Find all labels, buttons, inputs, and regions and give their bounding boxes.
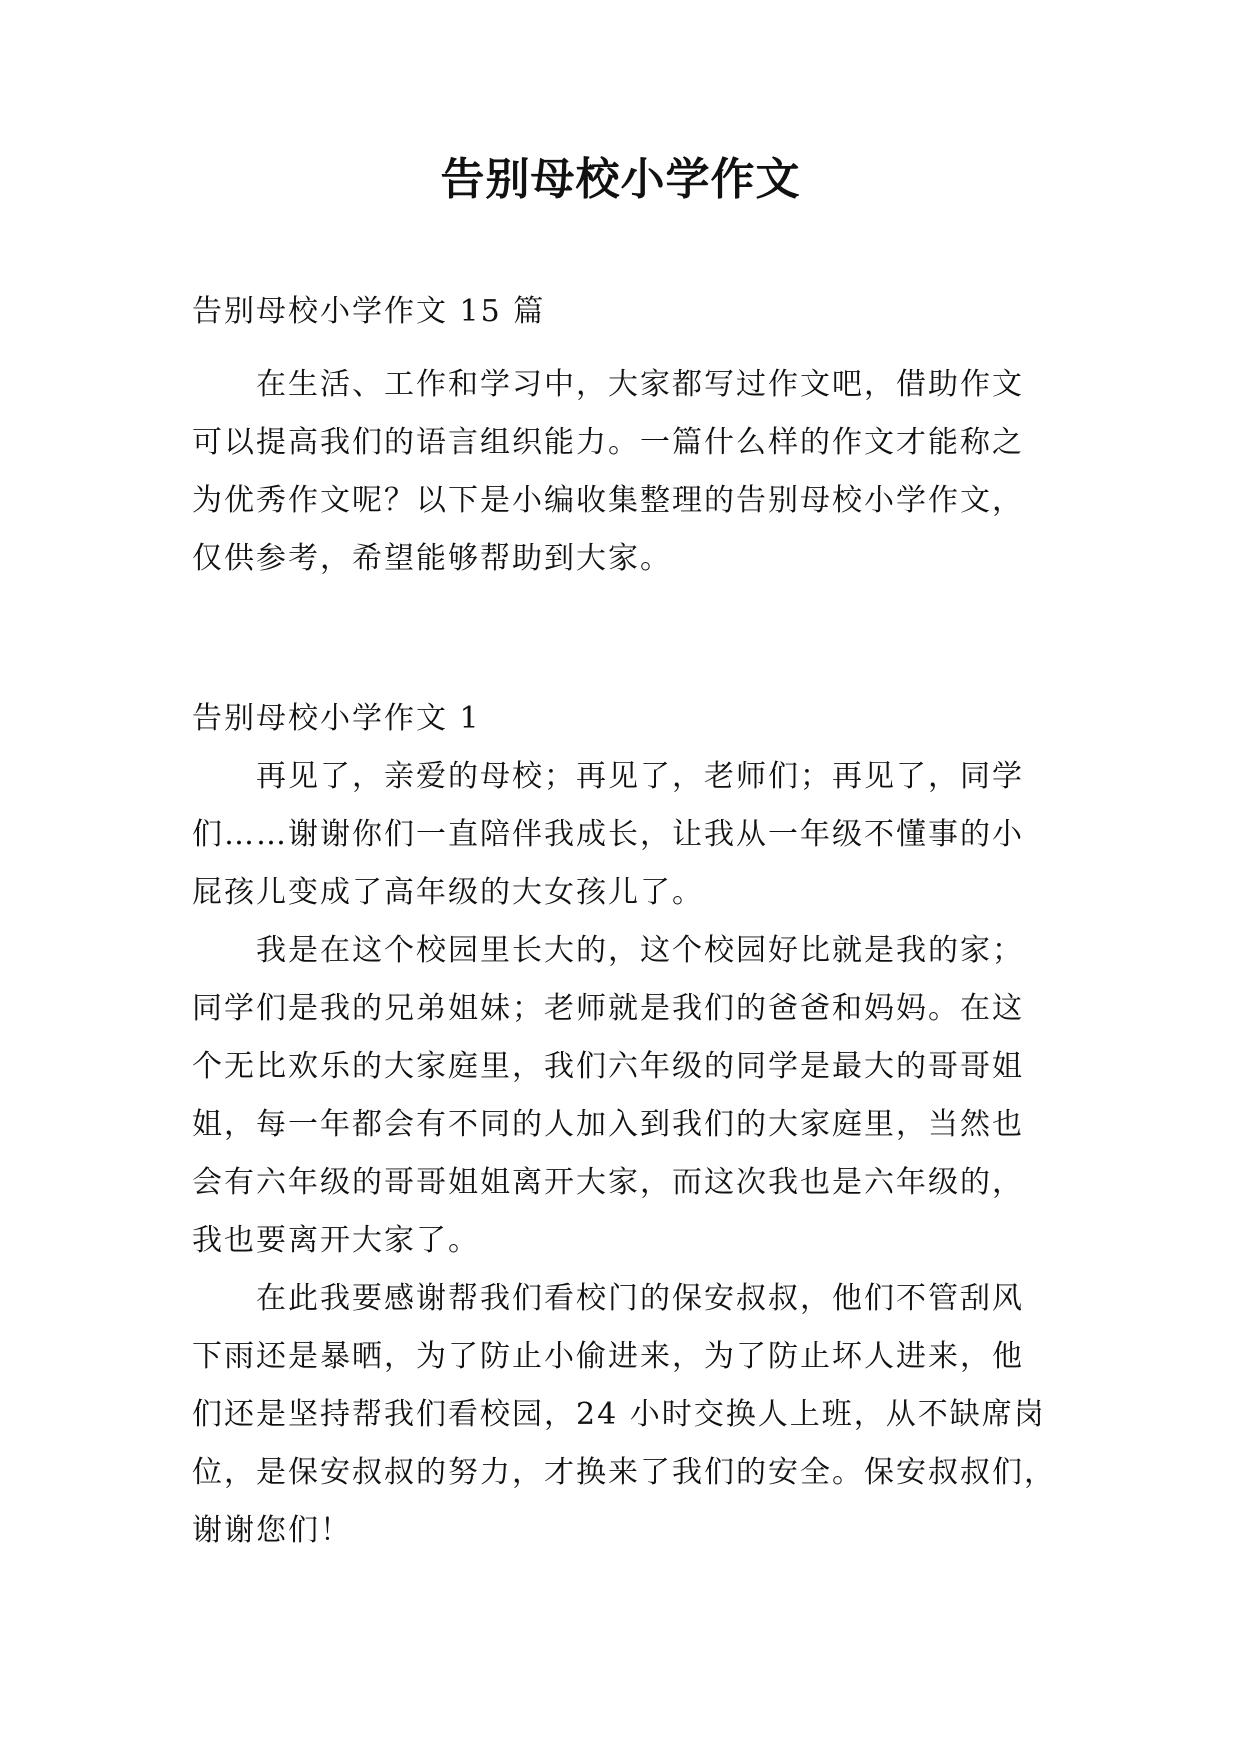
intro-line: 在生活、工作和学习中，大家都写过作文吧，借助作文 xyxy=(256,367,1024,402)
paragraph-line: 会有六年级的哥哥姐姐离开大家，而这次我也是六年级的， xyxy=(192,1165,1024,1200)
paragraph-line: 们还是坚持帮我们看校园，24 小时交换人上班，从不缺席岗 xyxy=(192,1397,1046,1432)
paragraph-line: 屁孩儿变成了高年级的大女孩儿了。 xyxy=(192,875,704,910)
paragraph-line: 姐，每一年都会有不同的人加入到我们的大家庭里，当然也 xyxy=(192,1107,1024,1142)
intro-line: 仅供参考，希望能够帮助到大家。 xyxy=(192,541,672,576)
paragraph-line: 在此我要感谢帮我们看校门的保安叔叔，他们不管刮风 xyxy=(256,1281,1024,1316)
paragraph-line: 同学们是我的兄弟姐妹；老师就是我们的爸爸和妈妈。在这 xyxy=(192,991,1024,1026)
intro-line: 可以提高我们的语言组织能力。一篇什么样的作文才能称之 xyxy=(192,425,1024,460)
paragraph-line: 再见了，亲爱的母校；再见了，老师们；再见了，同学 xyxy=(256,759,1024,794)
paragraph-line: 我是在这个校园里长大的，这个校园好比就是我的家； xyxy=(256,933,1024,968)
intro-line: 为优秀作文呢？以下是小编收集整理的告别母校小学作文， xyxy=(192,483,1024,518)
paragraph-3 xyxy=(192,1270,1058,1560)
intro-paragraph xyxy=(192,356,1058,588)
paragraph-line: 位，是保安叔叔的努力，才换来了我们的安全。保安叔叔们， xyxy=(192,1455,1056,1490)
paragraph-line: 下雨还是暴晒，为了防止小偷进来，为了防止坏人进来，他 xyxy=(192,1339,1024,1374)
section-heading-text: 告别母校小学作文 1 xyxy=(192,701,481,736)
document-subtitle: 告别母校小学作文 15 篇 xyxy=(192,294,546,329)
paragraph-line: 谢谢您们！ xyxy=(192,1513,352,1548)
paragraph-1 xyxy=(192,748,1058,922)
paragraph-line: 我也要离开大家了。 xyxy=(192,1223,480,1258)
page-title: 告别母校小学作文 xyxy=(440,154,801,205)
paragraph-line: 们……谢谢你们一直陪伴我成长，让我从一年级不懂事的小 xyxy=(192,817,1024,852)
paragraph-2 xyxy=(192,922,1058,1270)
section-heading xyxy=(192,690,1058,748)
paragraph-line: 个无比欢乐的大家庭里，我们六年级的同学是最大的哥哥姐 xyxy=(192,1049,1024,1084)
